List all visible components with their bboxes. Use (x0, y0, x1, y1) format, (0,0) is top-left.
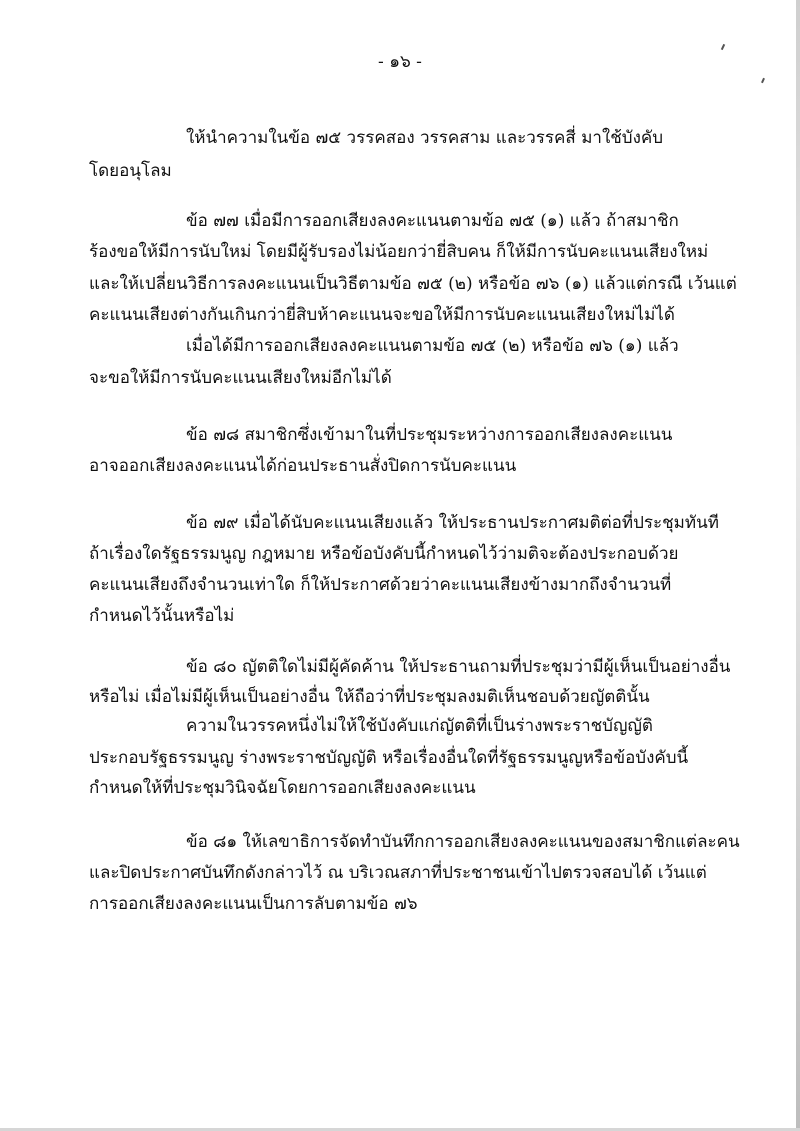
section-80-line-5: กำหนดให้ที่ประชุมวินิจฉัยโดยการออกเสียงลงคะแนน (89, 778, 476, 798)
section-78-line-2: อาจออกเสียงลงคะแนนได้ก่อนประธานสั่งปิดการนับคะแนน (89, 456, 517, 476)
section-77-line-6: จะขอให้มีการนับคะแนนเสียงใหม่อีกไม่ได้ (89, 368, 392, 388)
section-79-line-4: กำหนดไว้นั้นหรือไม่ (89, 606, 235, 626)
section-77-line-1: ข้อ ๗๗ เมื่อมีการออกเสียงลงคะแนนตามข้อ ๗๕ (๑) แล้ว ถ้าสมาชิก (186, 211, 679, 231)
section-81-line-1: ข้อ ๘๑ ให้เลขาธิการจัดทำบันทึกการออกเสียงลงคะแนนของสมาชิกแต่ละคน (186, 832, 740, 852)
section-81-line-3: การออกเสียงลงคะแนนเป็นการลับตามข้อ ๗๖ (89, 894, 418, 914)
section-77-line-3: และให้เปลี่ยนวิธีการลงคะแนนเป็นวิธีตามข้อ ๗๕ (๒) หรือข้อ ๗๖ (๑) แล้วแต่กรณี เว้นแต่ (89, 274, 737, 294)
section-79-line-1: ข้อ ๗๙ เมื่อได้นับคะแนนเสียงแล้ว ให้ประธานประกาศมติต่อที่ประชุมทันที (186, 513, 719, 533)
page-number: - ๑๖ - (378, 52, 422, 72)
scan-speck (761, 78, 765, 83)
section-80-line-1: ข้อ ๘๐ ญัตติใดไม่มีผู้คัดค้าน ให้ประธานถามที่ประชุมว่ามีผู้เห็นเป็นอย่างอื่น (186, 657, 731, 677)
para-75-line-1: ให้นำความในข้อ ๗๕ วรรคสอง วรรคสาม และวรรคสี่ มาใช้บังคับ (186, 128, 664, 148)
section-79-line-2: ถ้าเรื่องใดรัฐธรรมนูญ กฎหมาย หรือข้อบังคับนี้กำหนดไว้ว่ามติจะต้องประกอบด้วย (89, 544, 679, 564)
section-77-line-5: เมื่อได้มีการออกเสียงลงคะแนนตามข้อ ๗๕ (๒) หรือข้อ ๗๖ (๑) แล้ว (186, 336, 679, 356)
section-77-line-2: ร้องขอให้มีการนับใหม่ โดยมีผู้รับรองไม่น้อยกว่ายี่สิบคน ก็ให้มีการนับคะแนนเสียงใหม่ (89, 242, 709, 262)
section-77-line-4: คะแนนเสียงต่างกันเกินกว่ายี่สิบห้าคะแนนจะขอให้มีการนับคะแนนเสียงใหม่ไม่ได้ (89, 305, 675, 325)
scan-edge-shadow (796, 0, 800, 1131)
para-75-line-2: โดยอนุโลม (89, 161, 172, 181)
section-78-line-1: ข้อ ๗๘ สมาชิกซึ่งเข้ามาในที่ประชุมระหว่างการออกเสียงลงคะแนน (186, 425, 673, 445)
section-80-line-3: ความในวรรคหนึ่งไม่ให้ใช้บังคับแก่ญัตติที่เป็นร่างพระราชบัญญัติ (186, 716, 653, 736)
section-80-line-2: หรือไม่ เมื่อไม่มีผู้เห็นเป็นอย่างอื่น ให้ถือว่าที่ประชุมลงมติเห็นชอบด้วยญัตตินั้น (89, 687, 650, 707)
section-81-line-2: และปิดประกาศบันทึกดังกล่าวไว้ ณ บริเวณสภาที่ประชาชนเข้าไปตรวจสอบได้ เว้นแต่ (89, 863, 707, 883)
section-80-line-4: ประกอบรัฐธรรมนูญ ร่างพระราชบัญญัติ หรือเรื่องอื่นใดที่รัฐธรรมนูญหรือข้อบังคับนี้ (89, 748, 689, 768)
section-79-line-3: คะแนนเสียงถึงจำนวนเท่าใด ก็ให้ประกาศด้วยว่าคะแนนเสียงข้างมากถึงจำนวนที่ (89, 575, 672, 595)
